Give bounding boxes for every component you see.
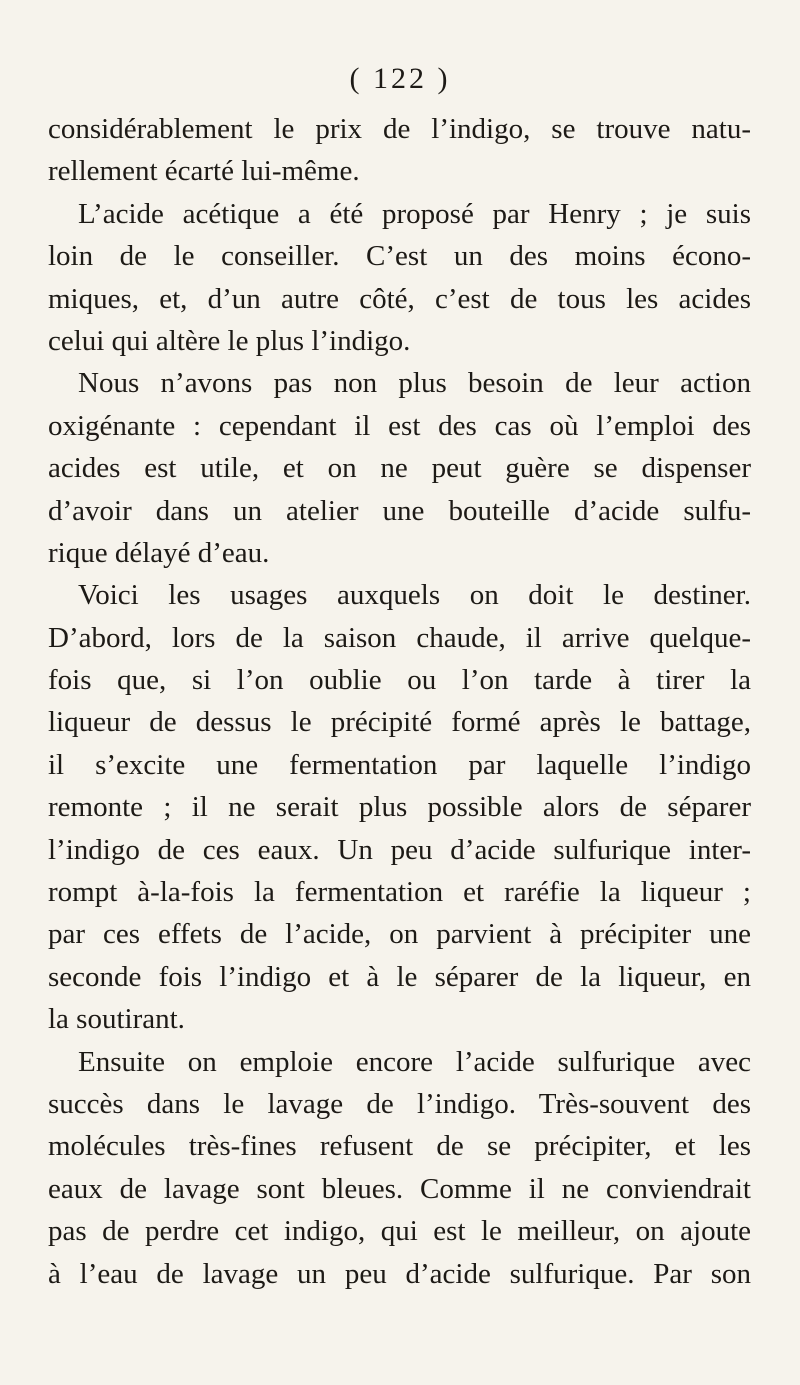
body-text [48, 108, 751, 1295]
text-line: par ces effets de l’acide, on parvient à précipiter une [48, 918, 751, 951]
text-line: rompt à-la-fois la fermentation et raréfie la liqueur ; [48, 876, 751, 909]
text-line: molécules très-fines refusent de se précipiter, et les [48, 1130, 751, 1163]
page-number: ( 122 ) [349, 62, 451, 95]
text-line: L’acide acétique a été proposé par Henry ; je suis [78, 197, 751, 230]
text-line: succès dans le lavage de l’indigo. Très-souvent des [48, 1087, 751, 1120]
text-line: liqueur de dessus le précipité formé après le battage, [48, 706, 751, 739]
text-line: Ensuite on emploie encore l’acide sulfurique avec [78, 1045, 751, 1078]
text-line: rellement écarté lui-même. [48, 155, 360, 188]
text-line: considérablement le prix de l’indigo, se trouve natu- [48, 113, 751, 145]
text-line: D’abord, lors de la saison chaude, il arrive quelque- [48, 621, 751, 654]
text-line: Nous n’avons pas non plus besoin de leur action [78, 367, 751, 400]
text-line: eaux de lavage sont bleues. Comme il ne conviendrait [48, 1172, 751, 1205]
text-line: l’indigo de ces eaux. Un peu d’acide sulfurique inter- [48, 833, 751, 866]
text-line: à l’eau de lavage un peu d’acide sulfurique. Par son [48, 1257, 751, 1290]
text-line: fois que, si l’on oublie ou l’on tarde à tirer la [48, 664, 751, 697]
text-line: Voici les usages auxquels on doit le destiner. [78, 579, 751, 612]
text-line: la soutirant. [48, 1003, 185, 1036]
text-line: remonte ; il ne serait plus possible alors de séparer [48, 791, 751, 824]
text-line: loin de le conseiller. C’est un des moins écono- [48, 240, 751, 273]
text-line: pas de perdre cet indigo, qui est le meilleur, on ajoute [48, 1215, 751, 1248]
text-line: il s’excite une fermentation par laquelle l’indigo [48, 748, 751, 781]
text-line: rique délayé d’eau. [48, 536, 270, 569]
text-line: miques, et, d’un autre côté, c’est de tous les acides [48, 282, 751, 315]
text-line: celui qui altère le plus l’indigo. [48, 324, 411, 357]
text-line: acides est utile, et on ne peut guère se dispenser [48, 452, 751, 485]
text-line: d’avoir dans un atelier une bouteille d’acide sulfu- [48, 494, 751, 527]
text-line: oxigénante : cependant il est des cas où l’emploi des [48, 409, 751, 442]
text-line: seconde fois l’indigo et à le séparer de la liqueur, en [48, 960, 751, 993]
